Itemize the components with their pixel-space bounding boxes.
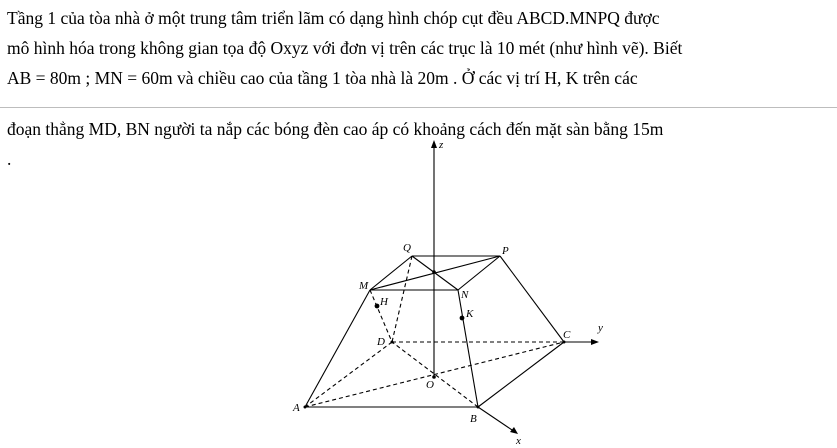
label-A: A bbox=[293, 402, 300, 414]
label-N: N bbox=[461, 289, 469, 301]
label-y: y bbox=[598, 322, 603, 334]
edge-MA bbox=[305, 290, 370, 407]
label-O: O bbox=[426, 379, 434, 391]
point-B bbox=[477, 406, 480, 409]
y-arrow bbox=[591, 339, 599, 345]
label-H: H bbox=[380, 296, 388, 308]
label-K: K bbox=[466, 308, 474, 320]
point-top-center bbox=[432, 270, 436, 274]
text-line-4: đoạn thẳng MD, BN người ta nắp các bóng đèn cao áp có khoảng cách đến mặt sàn bằng 15m bbox=[7, 119, 664, 139]
point-A bbox=[304, 406, 307, 409]
edge-PC bbox=[500, 256, 564, 342]
edge-QD bbox=[392, 256, 412, 342]
z-arrow bbox=[431, 140, 437, 148]
text-line-5: . bbox=[7, 149, 12, 169]
edge-BC bbox=[478, 342, 564, 407]
edge-DA bbox=[305, 342, 392, 407]
label-C: C bbox=[563, 329, 571, 341]
point-K bbox=[460, 316, 465, 321]
x-axis bbox=[478, 407, 515, 432]
label-M: M bbox=[359, 280, 369, 292]
label-D: D bbox=[377, 336, 385, 348]
text-line-1: Tầng 1 của tòa nhà ở một trung tâm triển lãm có dạng hình chóp cụt đều ABCD.MNPQ được bbox=[7, 8, 660, 28]
point-H bbox=[375, 304, 380, 309]
label-P: P bbox=[502, 245, 509, 257]
label-B: B bbox=[470, 413, 477, 425]
text-line-3: AB = 80m ; MN = 60m và chiều cao của tầng 1 tòa nhà là 20m . Ở các vị trí H, K trên các bbox=[7, 68, 638, 88]
label-x: x bbox=[516, 435, 521, 447]
text-line-2: mô hình hóa trong không gian tọa độ Oxyz với đơn vị trên các trục là 10 mét (như hình vẽ). Biết bbox=[7, 38, 683, 58]
label-z: z bbox=[439, 139, 444, 151]
x-arrow bbox=[510, 427, 518, 434]
point-D bbox=[391, 341, 394, 344]
label-Q: Q bbox=[403, 242, 411, 254]
